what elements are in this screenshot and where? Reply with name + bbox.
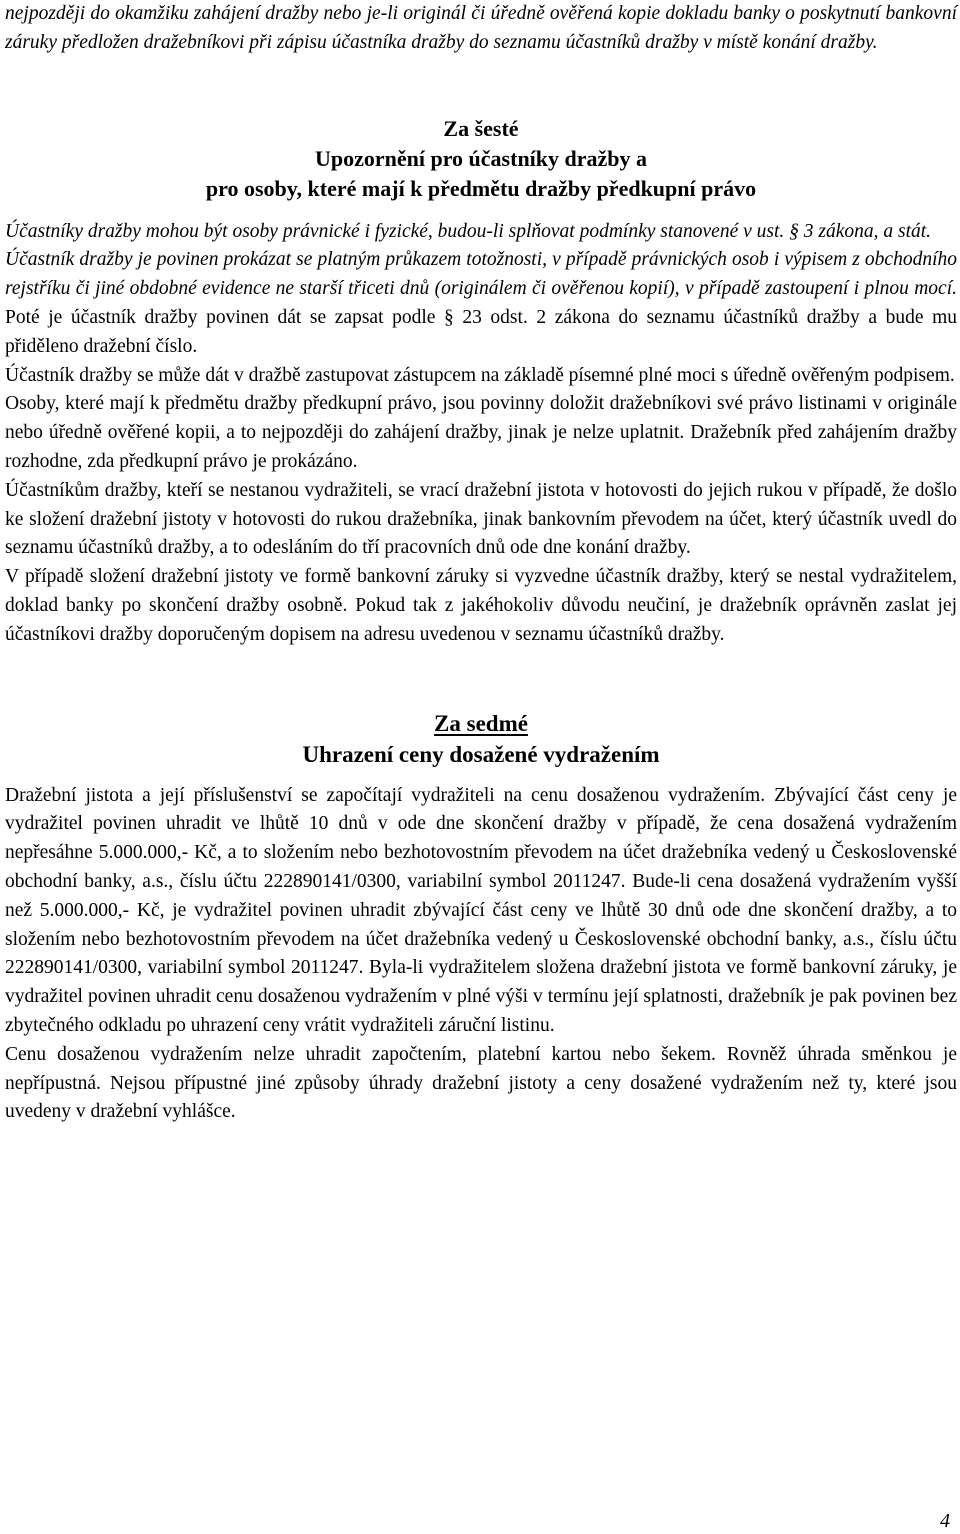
section-six-subtitle-line2: pro osoby, které mají k předmětu dražby předkupní právo xyxy=(205,175,757,201)
participants-paragraph: Účastníky dražby mohou být osoby právnické i fyzické, budou-li splňovat podmínky stanovené v ust. § 3 zákona, a stát. xyxy=(5,220,932,242)
continued-paragraph: nejpozději do okamžiku zahájení dražby nebo je-li originál či úředně ověřená kopie dokladu banky o poskytnutí bankovní záruky předložen dražebníkovi při zápisu účastníka dražby do seznamu účastníků dražby v místě konání dražby. xyxy=(5,3,957,53)
representation-paragraph: Účastník dražby se může dát v dražbě zastupovat zástupcem na základě písemné plné moci s úředně ověřeným podpisem. xyxy=(5,364,955,386)
payment-restrictions-paragraph: Cenu dosaženou vydražením nelze uhradit započtením, platební kartou nebo šekem. Rovněž úhrada směnkou je nepřípustná. Nejsou přípustné jiné způsoby úhrady dražební jistoty a ceny dosažené vydražením než ty, které jsou uvedeny v dražební vyhlášce. xyxy=(5,1043,957,1123)
payment-paragraph: Dražební jistota a její příslušenství se započítají vydražiteli na cenu dosaženou vydražením. Zbývající část ceny je vydražitel povinen uhradit ve lhůtě 10 dnů v ode dne skončení dražby v případě, že cena dosažená vydražením nepřesáhne 5.000.000,- Kč, a to složením nebo bezhotovostním převodem na účet dražebníka vedený u Československé obchodní banky, a.s., číslu účtu 222890141/0300, variabilní symbol 2011247. Bude-li cena dosažená vydražením vyšší než 5.000.000,- Kč, je vydražitel povinen uhradit zbývající část ceny ve lhůtě 30 dnů ode dne skončení dražby, a to složením nebo bezhotovostním převodem na účet dražebníka vedený u Československé obchodní banky, a.s., číslu účtu 222890141/0300, variabilní symbol 2011247. Byla-li vydražitelem složena dražební jistota ve formě bankovní záruky, je vydražitel povinen uhradit cenu dosaženou vydražením v plné výši v termínu její splatnosti, dražebník je pak povinen bez zbytečného odkladu po uhrazení ceny vrátit vydražiteli záruční listinu. xyxy=(5,784,957,1036)
section-seven-subtitle: Uhrazení ceny dosažené vydražením xyxy=(302,741,660,767)
preemption-paragraph: Osoby, které mají k předmětu dražby předkupní právo, jsou povinny doložit dražebníkovi své právo listinami v originále nebo úředně ověřené kopii, a to nejpozději do zahájení dražby, jinak je nelze uplatnit. Dražebník před zahájením dražby rozhodne, zda předkupní právo je prokázáno. xyxy=(5,393,957,472)
identity-paragraph xyxy=(5,246,957,361)
guarantee-paragraph: V případě složení dražební jistoty ve formě bankovní záruky si vyzvedne účastník dražby, který se nestal vydražitelem, doklad banky po skončení dražby osobně. Pokud tak z jakéhokoliv důvodu neučiní, je dražebník oprávněn zaslat jej účastníkovi dražby doporučeným dopisem na adresu uvedenou v seznamu účastníků dražby. xyxy=(5,566,957,645)
section-six-title: Za šesté xyxy=(443,115,519,141)
identity-paragraph-rest: Poté je účastník dražby povinen dát se zapsat podle § 23 odst. 2 zákona do seznamu účastníků dražby a bude mu přiděleno dražební číslo. xyxy=(5,306,957,357)
section-seven-title: Za sedmé xyxy=(434,710,528,736)
document-page xyxy=(5,0,957,1127)
identity-paragraph-italic: Účastník dražby je povinen prokázat se platným průkazem totožnosti, v případě právnických osob i výpisem z obchodního rejstříku či jiné obdobné evidence ne starší třiceti dnů (originálem či ověřenou kopií), v případě zastoupení i plnou mocí. xyxy=(5,249,957,300)
page-number: 4 xyxy=(940,1510,950,1532)
section-seven xyxy=(5,708,957,1128)
section-six-subtitle-line1: Upozornění pro účastníky dražby a xyxy=(314,145,648,171)
section-six xyxy=(5,114,957,650)
refund-paragraph: Účastníkům dražby, kteří se nestanou vydražiteli, se vrací dražební jistota v hotovosti do jejich rukou v případě, že došlo ke složení dražební jistoty v hotovosti do rukou dražebníka, jinak bankovním převodem na účet, který účastník uvedl do seznamu účastníků dražby, a to odesláním do tří pracovních dnů ode dne konání dražby. xyxy=(5,479,957,559)
